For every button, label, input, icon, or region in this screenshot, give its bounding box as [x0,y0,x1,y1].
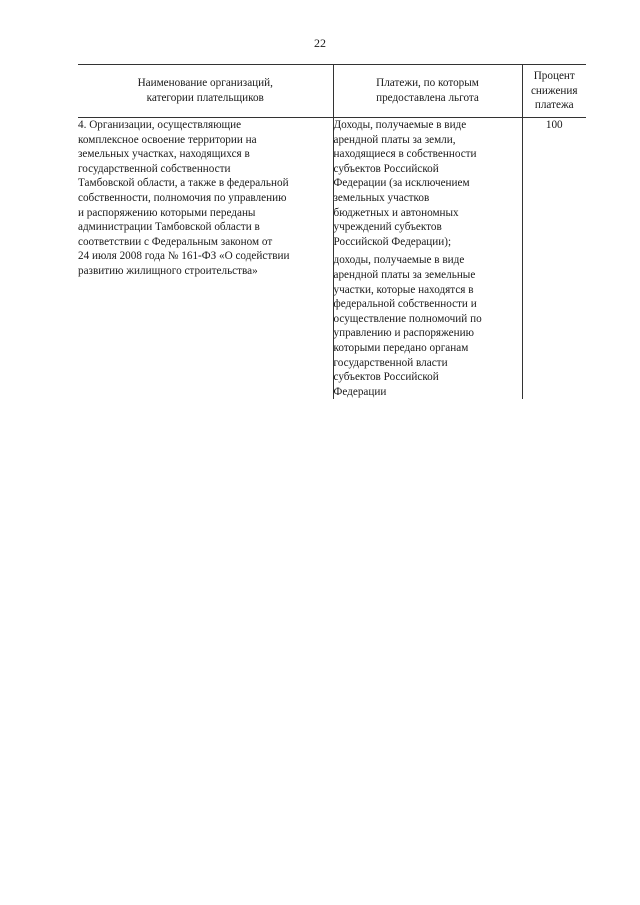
organization-text-line: и распоряжению которыми переданы [78,206,256,219]
payment-text-line: федеральной собственности и [333,298,477,311]
payment-text-line: находящиеся в собственности [333,148,477,161]
payment-text-line: участки, которые находятся в [333,283,474,296]
table-row [78,118,586,400]
header-payments [333,65,522,118]
payment-text-line: Федерации (за исключением [333,177,470,190]
payment-text-line: учреждений субъектов [333,221,442,234]
payment-text-line: субъектов Российской [333,162,439,175]
header-percent-text: Процент [533,70,575,83]
cell-organization [78,118,333,400]
payment-text-line: управлению и распоряжению [333,327,474,340]
organization-text-line: администрации Тамбовской области в [78,221,260,234]
header-name-text: Наименование организаций, [137,77,273,90]
payment-text-line: арендной платы за земли, [333,133,456,146]
organization-text-line: государственной собственности [78,162,231,175]
organization-text-line: 24 июля 2008 года № 161-ФЗ «О содействии [78,250,290,263]
header-name-text: категории плательщиков [146,92,264,104]
header-name [78,65,333,118]
page-number: 22 [314,36,326,50]
payment-text-line: Российской Федерации); [333,235,452,248]
payment-text-line: земельных участков [333,191,430,204]
benefits-table [78,64,586,399]
cell-payments [333,118,522,400]
payment-text-line: Федерации [333,385,387,398]
header-payments-text: Платежи, по которым [376,77,479,90]
percent-value: 100 [545,119,563,131]
payment-text-line: Доходы, получаемые в виде [333,119,467,131]
table-header-row [78,65,586,118]
payment-text-line: государственной власти [333,356,448,369]
header-percent [522,65,586,118]
header-percent-text: снижения [530,84,578,97]
organization-text-line: комплексное освоение территории на [78,133,257,146]
payment-paragraph [334,118,522,249]
organization-text-line: собственности, полномочия по управлению [78,191,287,204]
organization-text-line: земельных участках, находящихся в [78,148,250,161]
organization-text-line: развитию жилищного строительства» [78,264,258,277]
payment-text-line: доходы, получаемые в виде [333,254,465,267]
cell-percent [522,118,586,400]
header-payments-text: предоставлена льгота [376,92,479,104]
header-percent-text: платежа [534,99,574,112]
payment-text-line: арендной платы за земельные [333,268,476,281]
payment-text-line: бюджетных и автономных [333,206,459,219]
organization-text-line: 4. Организации, осуществляющие [78,119,242,131]
payment-text-line: субъектов Российской [333,371,439,384]
organization-text-line: соответствии с Федеральным законом от [78,235,273,248]
payment-paragraph [334,253,522,399]
payment-text-line: которыми передано органам [333,341,469,354]
payment-text-line: осуществление полномочий по [333,312,482,325]
organization-text-line: Тамбовской области, а также в федеральной [78,177,289,190]
